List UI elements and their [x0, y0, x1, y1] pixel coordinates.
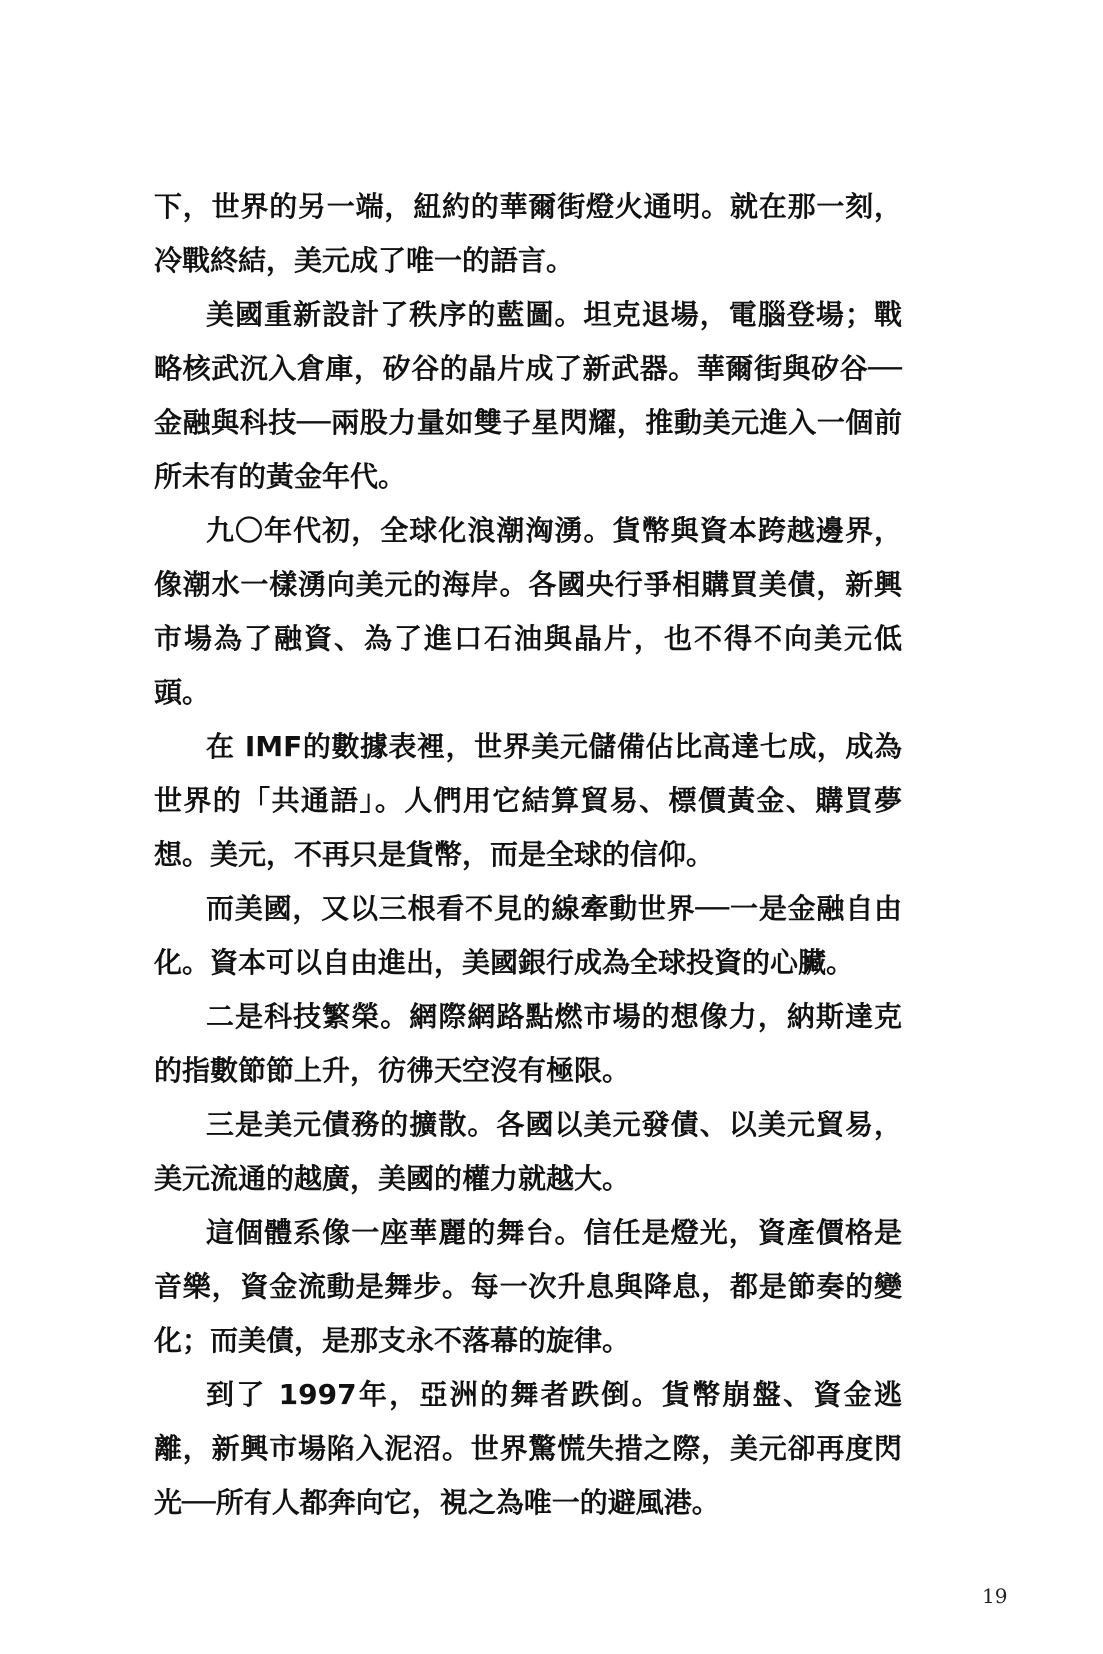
paragraph-3: 九〇年代初，全球化浪潮洶湧。貨幣與資本跨越邊界，像潮水一樣湧向美元的海岸。各國央行爭相購買美債，新興市場為了融資、為了進口石油與晶片，也不得不向美元低頭。	[154, 514, 902, 709]
paragraph-1: 下，世界的另一端，紐約的華爾街燈火通明。就在那一刻，冷戰終結，美元成了唯一的語言。	[154, 190, 902, 277]
paragraph-5: 而美國，又以三根看不見的線牽動世界──一是金融自由化。資本可以自由進出，美國銀行成為全球投資的心臟。	[154, 892, 902, 979]
paragraph-9: 到了 1997年，亞洲的舞者跌倒。貨幣崩盤、資金逃離，新興市場陷入泥沼。世界驚慌失措之際，美元卻再度閃光──所有人都奔向它，視之為唯一的避風港。	[154, 1378, 902, 1519]
body-text	[154, 180, 902, 1530]
paragraph-2: 美國重新設計了秩序的藍圖。坦克退場，電腦登場；戰略核武沉入倉庫，矽谷的晶片成了新武器。華爾街與矽谷──金融與科技──兩股力量如雙子星閃耀，推動美元進入一個前所未有的黃金年代。	[154, 298, 902, 493]
paragraph-7: 三是美元債務的擴散。各國以美元發債、以美元貿易，美元流通的越廣，美國的權力就越大。	[154, 1108, 902, 1195]
paragraph-4: 在 IMF的數據表裡，世界美元儲備佔比高達七成，成為世界的「共通語」。人們用它結算貿易、標價黃金、購買夢想。美元，不再只是貨幣，而是全球的信仰。	[154, 730, 902, 871]
paragraph-6: 二是科技繁榮。網際網路點燃市場的想像力，納斯達克的指數節節上升，彷彿天空沒有極限。	[154, 1000, 902, 1087]
page-number: 19	[982, 1584, 1008, 1608]
paragraph-8: 這個體系像一座華麗的舞台。信任是燈光，資產價格是音樂，資金流動是舞步。每一次升息與降息，都是節奏的變化；而美債，是那支永不落幕的旋律。	[154, 1216, 902, 1357]
